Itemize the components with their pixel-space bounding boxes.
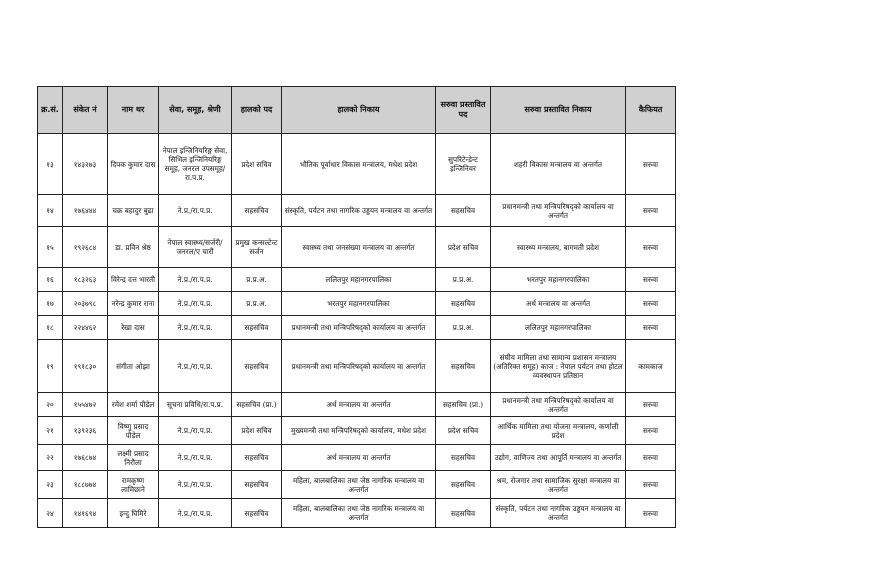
table-cell: १८८७७४ — [63, 471, 108, 499]
table-cell: ने.प्र./रा.प.प्र. — [159, 445, 232, 471]
table-cell: विष्णु प्रसाद पौडेल — [108, 417, 159, 445]
table-cell: प्रधानमन्त्री तथा मन्त्रिपरिषद्को कार्यालय वा अन्तर्गत — [282, 316, 436, 340]
table-cell: ने.प्र./रा.प.प्र. — [159, 417, 232, 445]
table-cell: १६ — [38, 268, 63, 292]
table-cell: स्वास्थ्य तथा जनसंख्या मन्त्रालय वा अन्तर्गत — [282, 227, 436, 268]
table-cell: सहसचिव — [436, 471, 491, 499]
table-cell: ने.प्र./रा.प.प्र. — [159, 316, 232, 340]
table-cell: सहसचिव — [232, 499, 282, 528]
table-cell: सरुवा — [626, 499, 676, 528]
table-cell: सहसचिव — [232, 445, 282, 471]
col-serial: क्र.सं. — [38, 87, 63, 134]
table-row — [38, 134, 676, 195]
table-cell: अर्थ मन्त्रालय वा अन्तर्गत — [282, 445, 436, 471]
table-cell: अर्थ मन्त्रालय वा अन्तर्गत — [491, 292, 626, 316]
table-row — [38, 417, 676, 445]
table-cell: ने.प्र./रा.प.प्र. — [159, 499, 232, 528]
table-cell: प्र.प्र.अ. — [436, 316, 491, 340]
table-cell: कामकाज — [626, 340, 676, 393]
col-name: नाम थर — [108, 87, 159, 134]
col-proposed-office: सरुवा प्रस्तावित निकाय — [491, 87, 626, 134]
table-cell: २३ — [38, 471, 63, 499]
table-cell: इन्दु घिमिरे — [108, 499, 159, 528]
table-cell: प्रदेश सचिव — [232, 134, 282, 195]
table-cell: शहरी विकास मन्त्रालय वा अन्तर्गत — [491, 134, 626, 195]
table-cell: रमेश शर्मा पौडेल — [108, 393, 159, 417]
table-row — [38, 499, 676, 528]
table-cell: १३ — [38, 134, 63, 195]
table-cell: ने.प्र./रा.प.प्र. — [159, 471, 232, 499]
table-cell: सरुवा — [626, 417, 676, 445]
table-row — [38, 195, 676, 227]
col-remarks: कैफियत — [626, 87, 676, 134]
table-cell: १३९२३६ — [63, 417, 108, 445]
table-cell: प्रधानमन्त्री तथा मन्त्रिपरिषद्को कार्यालय वा अन्तर्गत — [491, 195, 626, 227]
table-cell: सहसचिव — [436, 445, 491, 471]
table-cell: प्र.प्र.अ. — [232, 292, 282, 316]
table-cell: २२४४६२ — [63, 316, 108, 340]
table-cell: १७ — [38, 292, 63, 316]
table-cell: सरुवा — [626, 393, 676, 417]
table-cell: १७६४४४ — [63, 195, 108, 227]
table-cell: सहसचिव — [232, 316, 282, 340]
table-cell: भरतपुर महानगरपालिका — [282, 292, 436, 316]
transfer-table — [37, 86, 676, 528]
table-cell: संस्कृति, पर्यटन तथा नागरिक उड्डयन मन्त्रालय वा अन्तर्गत — [282, 195, 436, 227]
table-cell: सरुवा — [626, 445, 676, 471]
table-cell: १८३२६३ — [63, 268, 108, 292]
table-cell: २४ — [38, 499, 63, 528]
table-cell: ललितपुर महानगरपालिका — [282, 268, 436, 292]
table-cell: सहसचिव — [436, 340, 491, 393]
table-cell: २२ — [38, 445, 63, 471]
table-cell: १४ — [38, 195, 63, 227]
table-cell: सरुवा — [626, 195, 676, 227]
table-cell: नेपाल इन्जिनियरिङ्ग सेवा, सिभिल इन्जिनियरिङ्ग समूह, जनरल उपसमूह/रा.प.प्र. — [159, 134, 232, 195]
table-cell: भरतपुर महानगरपालिका — [491, 268, 626, 292]
table-cell: सहसचिव — [436, 292, 491, 316]
table-cell: प्र.प्र.अ. — [232, 268, 282, 292]
col-current-post: हालको पद — [232, 87, 282, 134]
table-cell: प्रधानमन्त्री तथा मन्त्रिपरिषद्को कार्यालय वा अन्तर्गत — [491, 393, 626, 417]
table-cell: महिला, बालबालिका तथा जेष्ठ नागरिक मन्त्रालय वा अन्तर्गत — [282, 499, 436, 528]
table-cell: सहसचिव (प्रा.) — [232, 393, 282, 417]
table-cell: १५ — [38, 227, 63, 268]
table-cell: अर्थ मन्त्रालय वा अन्तर्गत — [282, 393, 436, 417]
table-header-row — [38, 87, 676, 134]
table-cell: सरुवा — [626, 292, 676, 316]
table-cell: १९ — [38, 340, 63, 393]
table-cell: २० — [38, 393, 63, 417]
table-cell: २१ — [38, 417, 63, 445]
table-cell: प्रदेश सचिव — [232, 417, 282, 445]
table-cell: सहसचिव (प्रा.) — [436, 393, 491, 417]
table-cell: प्रधानमन्त्री तथा मन्त्रिपरिषद्को कार्यालय वा अन्तर्गत — [282, 340, 436, 393]
table-cell: लक्ष्मी प्रसाद निरौला — [108, 445, 159, 471]
col-service: सेवा, समूह, श्रेणी — [159, 87, 232, 134]
table-cell: ललितपुर महानगरपालिका — [491, 316, 626, 340]
table-cell: संस्कृति, पर्यटन तथा नागरिक उड्डयन मन्त्रालय वा अन्तर्गत — [491, 499, 626, 528]
table-row — [38, 227, 676, 268]
table-cell: डा. प्रविन श्रेष्ठ — [108, 227, 159, 268]
table-cell: चक्र बहादुर बुढा — [108, 195, 159, 227]
table-cell: संघीय मामिला तथा सामान्य प्रशासन मन्त्रालय (अतिरिक्त समूह) काज : नेपाल पर्यटन तथा होटल व्यवस्थापन प्रतिष्ठान — [491, 340, 626, 393]
table-cell: सुपरिटेन्डेन्ट इन्जिनियर — [436, 134, 491, 195]
table-cell: सरुवा — [626, 227, 676, 268]
table-cell: २०३७९८ — [63, 292, 108, 316]
table-cell: सूचना प्रविधि/रा.प.प्र. — [159, 393, 232, 417]
table-cell: महिला, बालबालिका तथा जेष्ठ नागरिक मन्त्रालय वा अन्तर्गत — [282, 471, 436, 499]
table-cell: सहसचिव — [232, 340, 282, 393]
table-cell: रेखा दास — [108, 316, 159, 340]
col-proposed-post: सरुवा प्रस्तावित पद — [436, 87, 491, 134]
table-cell: ने.प्र./रा.प.प्र. — [159, 195, 232, 227]
table-cell: प्रदेश सचिव — [436, 227, 491, 268]
table-cell: विरेन्द्र दत्त भारती — [108, 268, 159, 292]
table-cell: मुख्यमन्त्री तथा मन्त्रिपरिषद्को कार्यालय, मधेश प्रदेश — [282, 417, 436, 445]
table-cell: १८ — [38, 316, 63, 340]
table-cell: उद्योग, वाणिज्य तथा आपूर्ति मन्त्रालय वा अन्तर्गत — [491, 445, 626, 471]
table-cell: सरुवा — [626, 134, 676, 195]
table-cell: १७६८७४ — [63, 445, 108, 471]
table-cell: स्वास्थ्य मन्त्रालय, बागमती प्रदेश — [491, 227, 626, 268]
table-cell: भौतिक पूर्वाधार विकास मन्त्रालय, मधेश प्रदेश — [282, 134, 436, 195]
table-cell: प्र.प्र.अ. — [436, 268, 491, 292]
table-cell: ने.प्र./रा.प.प्र. — [159, 268, 232, 292]
table-cell: दिपक कुमार दास — [108, 134, 159, 195]
table-cell: नरेन्द्र कुमार राना — [108, 292, 159, 316]
table-cell: रामकृष्ण लामिछाने — [108, 471, 159, 499]
table-cell: सहसचिव — [436, 499, 491, 528]
table-cell: सरुवा — [626, 316, 676, 340]
table-cell: आर्थिक मामिला तथा योजना मन्त्रालय, कर्णाली प्रदेश — [491, 417, 626, 445]
table-row — [38, 316, 676, 340]
table-cell: सरुवा — [626, 268, 676, 292]
table-row — [38, 340, 676, 393]
table-row — [38, 292, 676, 316]
table-cell: प्रदेश सचिव — [436, 417, 491, 445]
table-cell: ने.प्र./रा.प.प्र. — [159, 340, 232, 393]
table-cell: १५५४७२ — [63, 393, 108, 417]
table-cell: १९२६८४ — [63, 227, 108, 268]
table-cell: प्रमुख कन्सल्टेन्ट सर्जन — [232, 227, 282, 268]
table-cell: सहसचिव — [232, 471, 282, 499]
table-row — [38, 471, 676, 499]
table-cell: सहसचिव — [436, 195, 491, 227]
table-cell: १९१८३० — [63, 340, 108, 393]
col-code: संकेत नं — [63, 87, 108, 134]
table-cell: १४३२७३ — [63, 134, 108, 195]
table-row — [38, 268, 676, 292]
table-body — [38, 134, 676, 528]
table-cell: संगीता ओझा — [108, 340, 159, 393]
table-row — [38, 393, 676, 417]
table-cell: श्रम, रोजगार तथा सामाजिक सुरक्षा मन्त्रालय वा अन्तर्गत — [491, 471, 626, 499]
table-cell: १४१६९४ — [63, 499, 108, 528]
table-cell: नेपाल स्वास्थ्य/सर्जरी/जनरल/ए चारौं — [159, 227, 232, 268]
table-row — [38, 445, 676, 471]
table-cell: सरुवा — [626, 471, 676, 499]
table-cell: सहसचिव — [232, 195, 282, 227]
col-current-office: हालको निकाय — [282, 87, 436, 134]
table-cell: ने.प्र./रा.प.प्र. — [159, 292, 232, 316]
